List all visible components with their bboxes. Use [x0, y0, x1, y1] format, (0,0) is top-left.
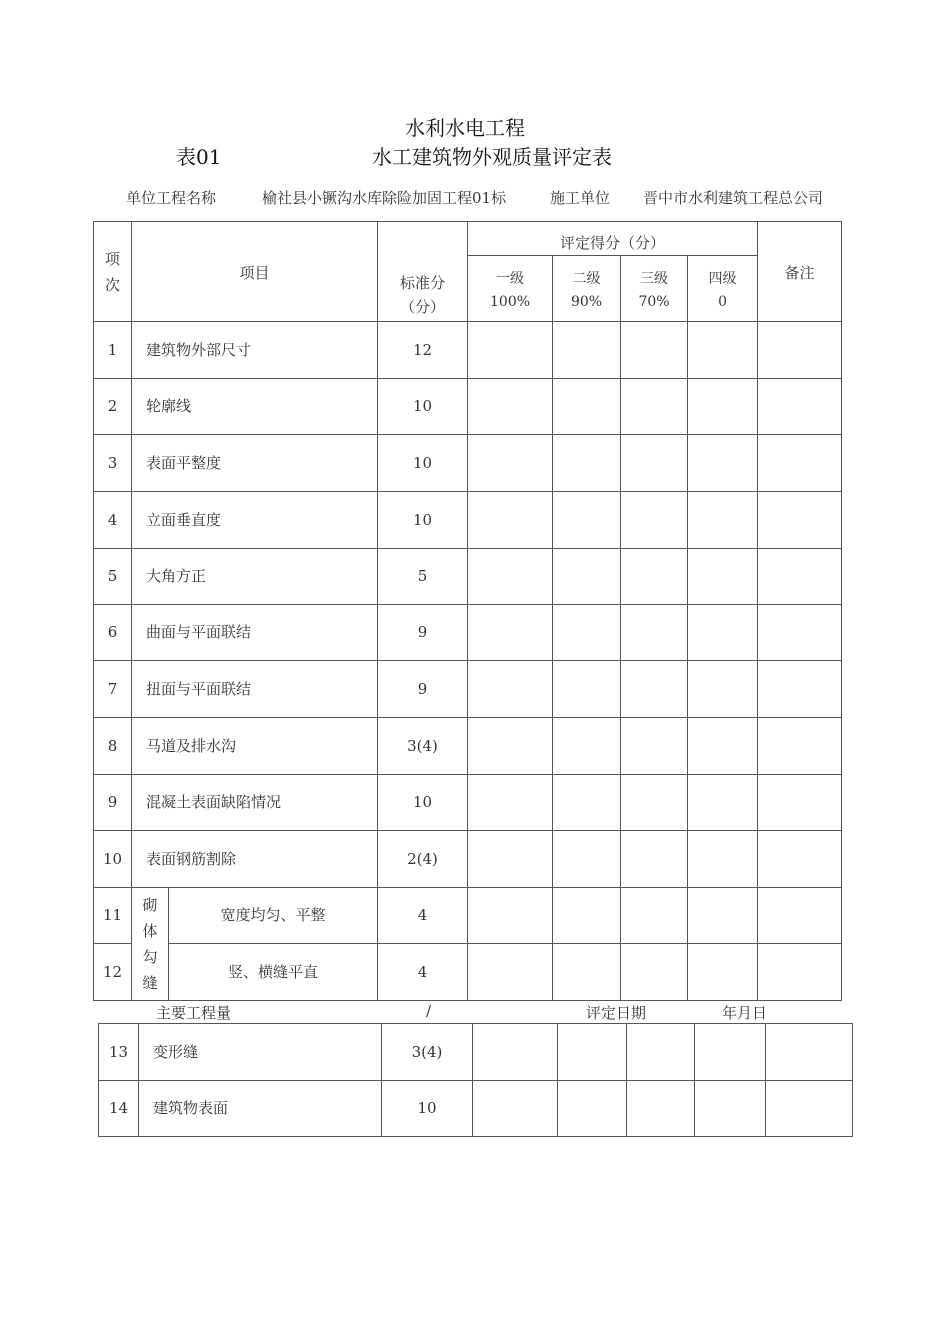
remarks-cell[interactable]	[758, 605, 842, 661]
score-grade-1-cell[interactable]	[473, 1024, 558, 1081]
score-grade-1-cell[interactable]	[468, 661, 553, 718]
row-no: 10	[94, 831, 132, 888]
header-item-no: 项次	[94, 222, 132, 322]
row-item: 马道及排水沟	[132, 718, 378, 775]
table-row	[94, 322, 842, 379]
remarks-cell[interactable]	[758, 492, 842, 549]
score-grade-2-cell[interactable]	[558, 1081, 627, 1137]
score-grade-4-cell[interactable]	[695, 1081, 766, 1137]
score-grade-4-cell[interactable]	[688, 492, 758, 549]
score-grade-1-cell[interactable]	[468, 605, 553, 661]
row-item: 曲面与平面联结	[132, 605, 378, 661]
table-row	[94, 605, 842, 661]
score-grade-2-cell[interactable]	[558, 1024, 627, 1081]
remarks-cell[interactable]	[766, 1081, 853, 1137]
table-row	[99, 1024, 853, 1081]
score-grade-3-cell[interactable]	[621, 549, 688, 605]
score-grade-3-cell[interactable]	[621, 492, 688, 549]
table-number: 表01	[176, 145, 222, 169]
remarks-cell[interactable]	[758, 718, 842, 775]
contractor-label: 施工单位	[550, 189, 611, 207]
remarks-cell[interactable]	[758, 379, 842, 435]
row-standard-score: 12	[378, 322, 468, 379]
score-grade-1-cell[interactable]	[468, 492, 553, 549]
header-remarks: 备注	[758, 222, 842, 322]
row-item: 轮廓线	[132, 379, 378, 435]
table-row	[94, 549, 842, 605]
table-row	[94, 944, 842, 1001]
row-standard-score: 3(4)	[378, 718, 468, 775]
row-item: 表面平整度	[132, 435, 378, 492]
score-grade-4-cell[interactable]	[688, 605, 758, 661]
score-grade-4-cell[interactable]	[688, 888, 758, 944]
row-item: 立面垂直度	[132, 492, 378, 549]
score-grade-2-cell[interactable]	[553, 775, 621, 831]
table-row	[94, 435, 842, 492]
remarks-cell[interactable]	[758, 322, 842, 379]
score-grade-3-cell[interactable]	[621, 379, 688, 435]
row-no: 2	[94, 379, 132, 435]
header-grade-3: 三级 70%	[621, 256, 688, 322]
row-standard-score: 10	[382, 1081, 473, 1137]
score-grade-3-cell[interactable]	[621, 775, 688, 831]
unit-name-value: 榆社县小镢沟水库除险加固工程01标	[262, 189, 507, 207]
document-heading: 水利水电工程	[405, 116, 525, 140]
row-item: 表面钢筋割除	[132, 831, 378, 888]
remarks-cell[interactable]	[758, 661, 842, 718]
table-row	[94, 888, 842, 944]
score-grade-4-cell[interactable]	[688, 775, 758, 831]
remarks-cell[interactable]	[758, 888, 842, 944]
row-standard-score: 10	[378, 775, 468, 831]
row-standard-score: 10	[378, 492, 468, 549]
score-grade-2-cell[interactable]	[553, 549, 621, 605]
row-no: 3	[94, 435, 132, 492]
row-no: 13	[99, 1024, 139, 1081]
score-grade-4-cell[interactable]	[688, 379, 758, 435]
score-grade-4-cell[interactable]	[688, 435, 758, 492]
score-grade-1-cell[interactable]	[468, 322, 553, 379]
unit-name-label: 单位工程名称	[126, 189, 217, 207]
row-no: 11	[94, 888, 132, 944]
row-item: 大角方正	[132, 549, 378, 605]
score-grade-4-cell[interactable]	[688, 661, 758, 718]
row-item: 建筑物表面	[139, 1081, 382, 1137]
row-standard-score: 5	[378, 549, 468, 605]
row-no: 8	[94, 718, 132, 775]
score-grade-3-cell[interactable]	[621, 944, 688, 1001]
score-grade-4-cell[interactable]	[688, 718, 758, 775]
score-grade-3-cell[interactable]	[621, 435, 688, 492]
row-item: 混凝土表面缺陷情况	[132, 775, 378, 831]
row-item: 变形缝	[139, 1024, 382, 1081]
score-grade-4-cell[interactable]	[688, 322, 758, 379]
score-grade-2-cell[interactable]	[553, 831, 621, 888]
row-no: 5	[94, 549, 132, 605]
score-grade-1-cell[interactable]	[468, 549, 553, 605]
remarks-cell[interactable]	[758, 549, 842, 605]
row-item: 扭面与平面联结	[132, 661, 378, 718]
date-label: 评定日期	[586, 1004, 647, 1022]
score-grade-1-cell[interactable]	[468, 775, 553, 831]
remarks-cell[interactable]	[758, 435, 842, 492]
table-row	[94, 718, 842, 775]
table-row	[94, 492, 842, 549]
score-grade-3-cell[interactable]	[621, 322, 688, 379]
header-standard-score: 标准分（分）	[378, 222, 468, 322]
remarks-cell[interactable]	[758, 775, 842, 831]
document-title: 水工建筑物外观质量评定表	[372, 145, 612, 169]
score-grade-3-cell[interactable]	[621, 661, 688, 718]
score-grade-2-cell[interactable]	[553, 661, 621, 718]
row-no: 12	[94, 944, 132, 1001]
header-grade-2: 二级 90%	[553, 256, 621, 322]
table-row	[94, 775, 842, 831]
score-grade-2-cell[interactable]	[553, 379, 621, 435]
score-grade-2-cell[interactable]	[553, 492, 621, 549]
row-item: 竖、横缝平直	[169, 944, 378, 1001]
header-grade-1: 一级 100%	[468, 256, 553, 322]
table-row	[94, 379, 842, 435]
evaluation-table	[93, 221, 842, 1001]
row-no: 1	[94, 322, 132, 379]
row-standard-score: 10	[378, 435, 468, 492]
row-standard-score: 9	[378, 661, 468, 718]
score-grade-2-cell[interactable]	[553, 605, 621, 661]
header-grade-4: 四级 0	[688, 256, 758, 322]
score-grade-1-cell[interactable]	[468, 831, 553, 888]
contractor-value: 晋中市水利建筑工程总公司	[643, 189, 824, 207]
score-grade-3-cell[interactable]	[621, 831, 688, 888]
row-no: 14	[99, 1081, 139, 1137]
score-grade-1-cell[interactable]	[473, 1081, 558, 1137]
row-no: 9	[94, 775, 132, 831]
table-row	[94, 831, 842, 888]
score-grade-1-cell[interactable]	[468, 944, 553, 1001]
continuation-table	[98, 1023, 853, 1137]
remarks-cell[interactable]	[758, 831, 842, 888]
score-grade-3-cell[interactable]	[627, 1081, 695, 1137]
score-grade-1-cell[interactable]	[468, 888, 553, 944]
row-standard-score: 9	[378, 605, 468, 661]
row-standard-score: 2(4)	[378, 831, 468, 888]
header-item: 项目	[132, 222, 378, 322]
masonry-group-label: 砌体勾缝	[132, 888, 169, 1001]
row-standard-score: 10	[378, 379, 468, 435]
score-grade-1-cell[interactable]	[468, 718, 553, 775]
score-grade-1-cell[interactable]	[468, 435, 553, 492]
score-grade-1-cell[interactable]	[468, 379, 553, 435]
remarks-cell[interactable]	[766, 1024, 853, 1081]
score-grade-3-cell[interactable]	[621, 605, 688, 661]
table-row	[94, 661, 842, 718]
row-no: 6	[94, 605, 132, 661]
row-standard-score: 3(4)	[382, 1024, 473, 1081]
row-standard-score: 4	[378, 888, 468, 944]
quantity-label: 主要工程量	[156, 1004, 232, 1022]
header-score-group: 评定得分（分）	[468, 222, 758, 256]
score-grade-2-cell[interactable]	[553, 888, 621, 944]
score-grade-2-cell[interactable]	[553, 718, 621, 775]
score-grade-4-cell[interactable]	[688, 944, 758, 1001]
row-item: 建筑物外部尺寸	[132, 322, 378, 379]
score-grade-3-cell[interactable]	[627, 1024, 695, 1081]
score-grade-2-cell[interactable]	[553, 322, 621, 379]
score-grade-4-cell[interactable]	[688, 831, 758, 888]
date-value: 年月日	[722, 1004, 768, 1022]
score-grade-2-cell[interactable]	[553, 944, 621, 1001]
score-grade-4-cell[interactable]	[695, 1024, 766, 1081]
row-standard-score: 4	[378, 944, 468, 1001]
score-grade-2-cell[interactable]	[553, 435, 621, 492]
score-grade-4-cell[interactable]	[688, 549, 758, 605]
remarks-cell[interactable]	[758, 944, 842, 1001]
row-no: 4	[94, 492, 132, 549]
score-grade-3-cell[interactable]	[621, 718, 688, 775]
table-row	[99, 1081, 853, 1137]
row-no: 7	[94, 661, 132, 718]
row-item: 宽度均匀、平整	[169, 888, 378, 944]
quantity-value: /	[426, 1002, 432, 1020]
score-grade-3-cell[interactable]	[621, 888, 688, 944]
